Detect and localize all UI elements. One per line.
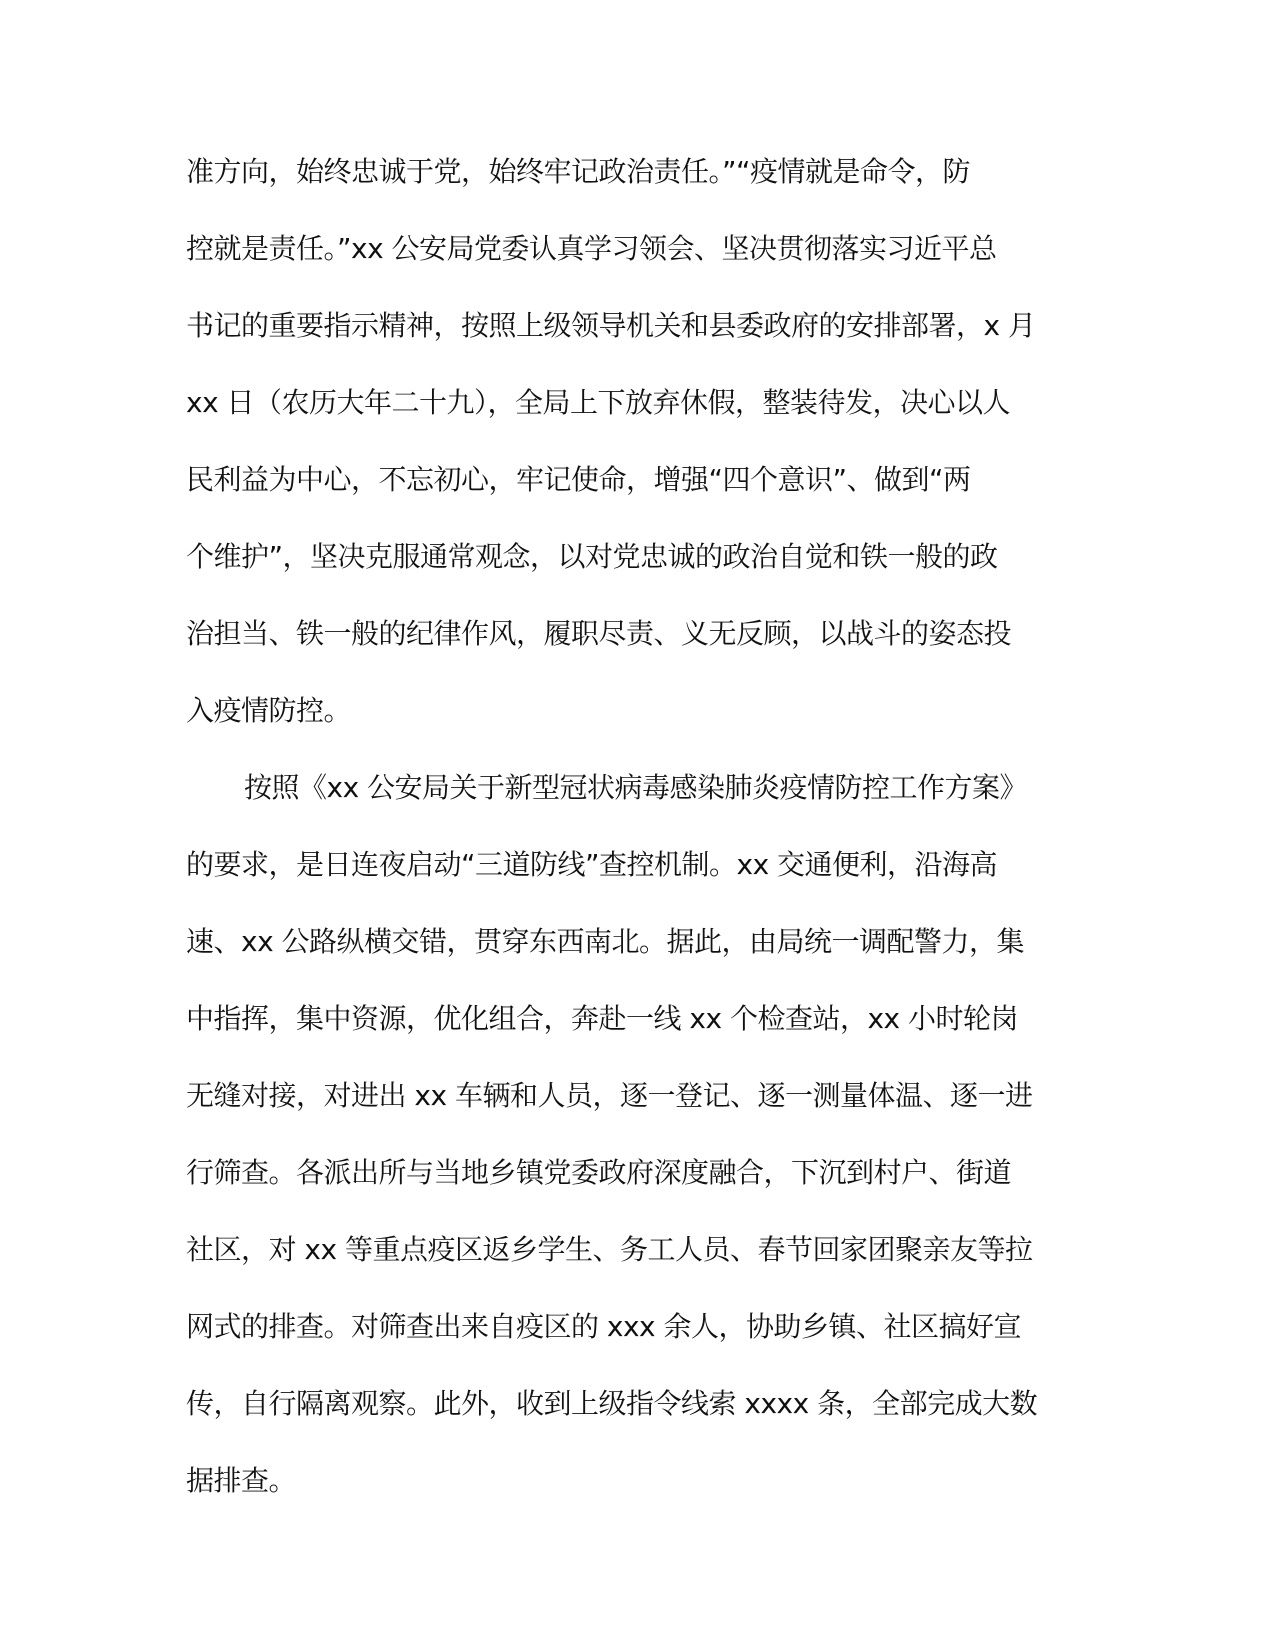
document-body: [186, 133, 1091, 1519]
text-line: 民利益为中心，不忘初心，牢记使命，增强“四个意识”、做到“两: [186, 463, 971, 496]
text-line: 网式的排查。对筛查出来自疫区的 xxx 余人，协助乡镇、社区搞好宣: [186, 1310, 1022, 1343]
text-line: 治担当、铁一般的纪律作风，履职尽责、义无反顾，以战斗的姿态投: [186, 617, 1012, 650]
text-line: 准方向，始终忠诚于党，始终牢记政治责任。”“疫情就是命令，防: [186, 155, 971, 188]
text-line: 入疫情防控。: [186, 694, 352, 727]
text-line: xx 日（农历大年二十九），全局上下放弃休假，整装待发，决心以人: [186, 386, 1011, 419]
text-line: 据排查。: [186, 1464, 297, 1497]
text-line: 的要求，是日连夜启动“三道防线”查控机制。xx 交通便利，沿海高: [186, 848, 998, 881]
text-line: 书记的重要指示精神，按照上级领导机关和县委政府的安排部署，x 月: [186, 309, 1036, 342]
text-line: 中指挥，集中资源，优化组合，奔赴一线 xx 个检查站，xx 小时轮岗: [186, 1002, 1018, 1035]
text-line: 速、xx 公路纵横交错，贯穿东西南北。据此，由局统一调配警力，集: [186, 925, 1025, 958]
text-line: 无缝对接，对进出 xx 车辆和人员，逐一登记、逐一测量体温、逐一进: [186, 1079, 1033, 1112]
text-line: 传，自行隔离观察。此外，收到上级指令线索 xxxx 条，全部完成大数: [186, 1387, 1038, 1420]
text-line: 个维护”，坚决克服通常观念，以对党忠诚的政治自觉和铁一般的政: [186, 540, 998, 573]
text-line: 按照《xx 公安局关于新型冠状病毒感染肺炎疫情防控工作方案》: [244, 771, 1028, 804]
text-line: 控就是责任。”xx 公安局党委认真学习领会、坚决贯彻落实习近平总: [186, 232, 997, 265]
paragraph-2: [186, 749, 1091, 1519]
paragraph-1: [186, 133, 1091, 749]
text-line: 社区，对 xx 等重点疫区返乡学生、务工人员、春节回家团聚亲友等拉: [186, 1233, 1033, 1266]
text-line: 行筛查。各派出所与当地乡镇党委政府深度融合，下沉到村户、街道: [186, 1156, 1012, 1189]
